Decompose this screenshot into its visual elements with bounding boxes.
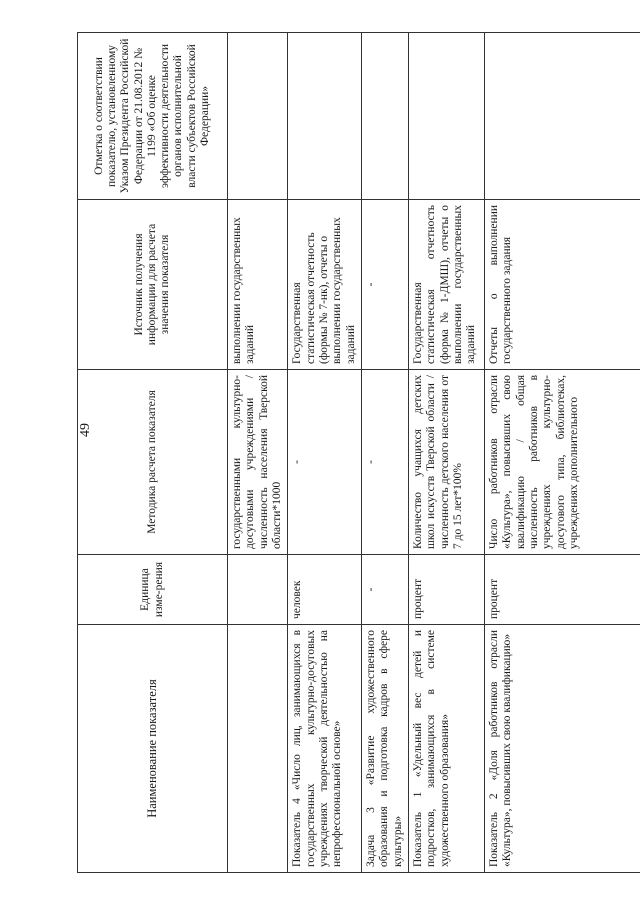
cell-mark (408, 33, 484, 200)
table-row (228, 33, 288, 873)
cell-name (228, 625, 288, 873)
page-number: 49 (78, 423, 93, 437)
header-unit: Единица изме-рения (78, 555, 228, 625)
header-mark: Отметка о соответствии показателю, установленному Указом Президента Российской Федерации от 21.08.2012 № 1199 «Об оценке эффективности деятельности органов исполнительной власти субъектов Российской Федерации» (78, 33, 228, 200)
header-source: Источник получения информации для расчета значения показателя (78, 200, 228, 370)
cell-mark (288, 33, 362, 200)
cell-unit (228, 555, 288, 625)
cell-unit: - (361, 555, 408, 625)
cell-unit: процент (408, 555, 484, 625)
cell-mark (361, 33, 408, 200)
cell-mark (228, 33, 288, 200)
cell-source: Государственная статистическая отчетность (форма № 1-ДМШ), отчеты о выполнении государственных заданий (408, 200, 484, 370)
indicators-table (77, 32, 640, 873)
cell-source: выполнении государственных заданий (228, 200, 288, 370)
header-method: Методика расчета показателя (78, 370, 228, 555)
cell-source: - (361, 200, 408, 370)
rotated-page (77, 33, 619, 873)
cell-name: Задача 3 «Развитие художественного образования и подготовка кадров в сфере культуры» (361, 625, 408, 873)
cell-mark (484, 33, 640, 200)
cell-unit: процент (484, 555, 640, 625)
table-row (408, 33, 484, 873)
cell-method: Количество учащихся детских школ искусств Тверской области / численность детского населения от 7 до 15 лет*100% (408, 370, 484, 555)
cell-method: государственными культурно-досуговыми учреждениями / численность населения Тверской области*1000 (228, 370, 288, 555)
table-row (288, 33, 362, 873)
cell-source: Государственная статистическая отчетность (формы № 7-нк), отчеты о выполнении государственных заданий (288, 200, 362, 370)
header-row (78, 33, 228, 873)
table-row (361, 33, 408, 873)
cell-source: Отчеты о выполнении государственного задания (484, 200, 640, 370)
cell-method: Число работников отрасли «Культура», повысивших свою квалификацию / общая численность работников в учреждениях культурно-досугового типа, библиотеках, учреждениях дополнительного (484, 370, 640, 555)
table-row (484, 33, 640, 873)
header-name: Наименование показателя (78, 625, 228, 873)
cell-method: - (288, 370, 362, 555)
cell-name: Показатель 4 «Число лиц, занимающихся в государственных культурно-досуговых учреждениях творческой деятельностью на непрофессиональной основе» (288, 625, 362, 873)
cell-unit: человек (288, 555, 362, 625)
cell-name: Показатель 1 «Удельный вес детей и подростков, занимающихся в системе художественного образования» (408, 625, 484, 873)
cell-method: - (361, 370, 408, 555)
cell-name: Показатель 2 «Доля работников отрасли «Культура», повысивших свою квалификацию» (484, 625, 640, 873)
